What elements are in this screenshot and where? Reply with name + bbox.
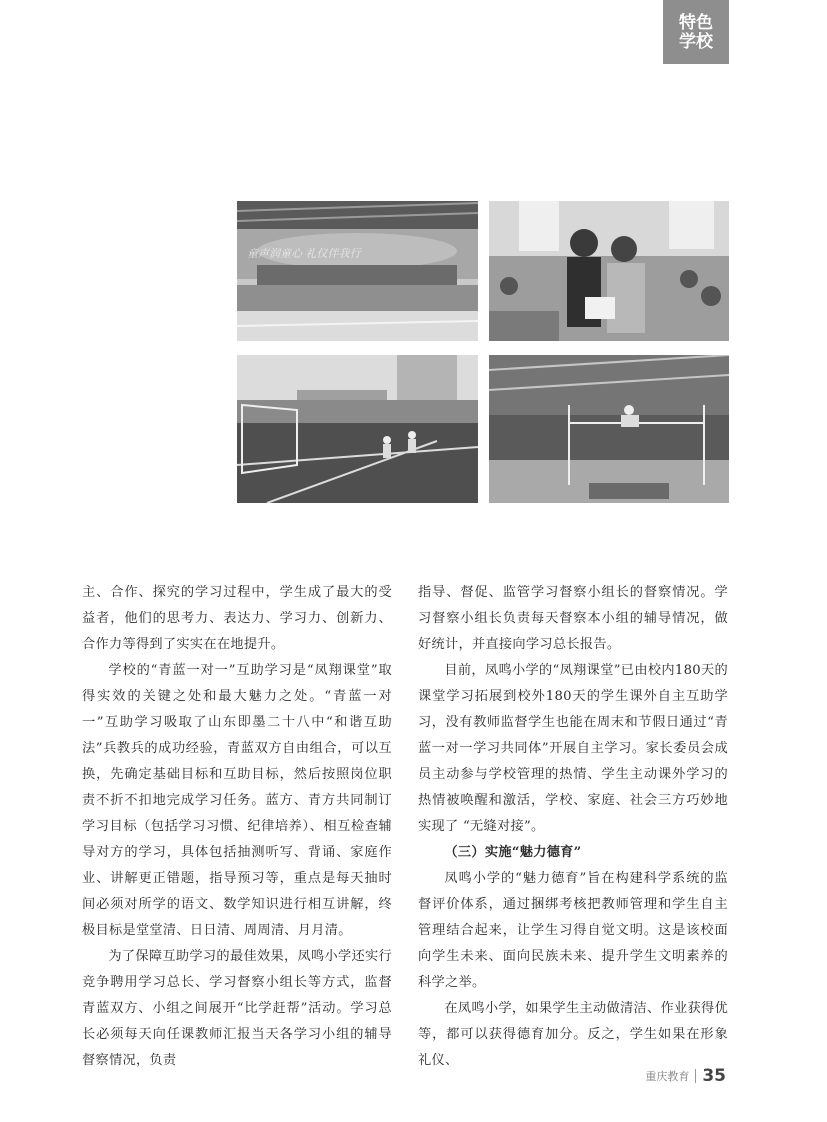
page-footer xyxy=(645,1066,726,1086)
section-tag xyxy=(663,0,729,64)
classroom-photo xyxy=(489,201,729,341)
high-jump-photo xyxy=(489,355,729,503)
section-tag-line2: 学校 xyxy=(679,32,713,52)
stage-banner-text: 童声润童心 礼仪伴我行 xyxy=(247,247,361,260)
article-column-left xyxy=(82,580,392,1074)
paragraph: 凤鸣小学的“魅力德育”旨在构建科学系统的监督评价体系，通过捆绑考核把教师管理和学生自主管理结合起来，让学生习得自觉文明。这是该校面向学生未来、面向民族未来、提升学生文明素养的科学之举。 xyxy=(418,871,728,990)
paragraph: 学校的“青蓝一对一”互助学习是“凤翔课堂”取得实效的关键之处和最大魅力之处。“青蓝一对一”互助学习吸取了山东即墨二十八中“和谐互助法”兵教兵的成功经验，青蓝双方自由组合，可以互换，先确定基础目标和互助目标，然后按照岗位职责不折不扣地完成学习任务。蓝方、青方共同制订学习目标（包括学习习惯、纪律培养）、相互检查辅导对方的学习，具体包括抽测听写、背诵、家庭作业、讲解更正错题，指导预习等，重点是每天抽时间必须对所学的语文、数学知识进行相互讲解，终极目标是堂堂清、日日清、周周清、月月清。 xyxy=(82,663,392,938)
page-number: 35 xyxy=(702,1066,726,1086)
football-match-photo xyxy=(237,355,478,503)
paragraph: 为了保障互助学习的最佳效果，凤鸣小学还实行竞争聘用学习总长、学习督察小组长等方式，监督青蓝双方、小组之间展开“比学赶帮”活动。学习总长必须每天向任课教师汇报当天各学习小组的辅导督察情况，负责 xyxy=(82,949,392,1068)
paragraph: 目前，凤鸣小学的“凤翔课堂”已由校内180天的课堂学习拓展到校外180天的学生课外自主互助学习，没有教师监督学生也能在周末和节假日通过“青蓝一对一学习共同体”开展自主学习。家长委员会成员主动参与学校管理的热情、学生主动课外学习的热情被唤醒和激活，学校、家庭、社会三方巧妙地实现了 “无缝对接”。 xyxy=(418,663,728,834)
paragraph: 指导、督促、监管学习督察小组长的督察情况。学习督察小组长负责每天督察本小组的辅导情况，做好统计，并直接向学习总长报告。 xyxy=(418,585,728,652)
footer-divider xyxy=(695,1069,696,1083)
magazine-name: 重庆教育 xyxy=(645,1070,690,1083)
paragraph: 在凤鸣小学，如果学生主动做清洁、作业获得优等，都可以获得德育加分。反之，学生如果在形象礼仪、 xyxy=(418,1001,728,1068)
section-heading: （三）实施“魅力德育” xyxy=(444,845,582,860)
paragraph: 主、合作、探究的学习过程中，学生成了最大的受益者，他们的思考力、表达力、学习力、创新力、合作力等得到了实实在在地提升。 xyxy=(82,585,392,652)
stage-performance-photo xyxy=(237,201,478,341)
section-tag-line1: 特色 xyxy=(679,13,713,33)
article-column-right xyxy=(418,580,728,1074)
